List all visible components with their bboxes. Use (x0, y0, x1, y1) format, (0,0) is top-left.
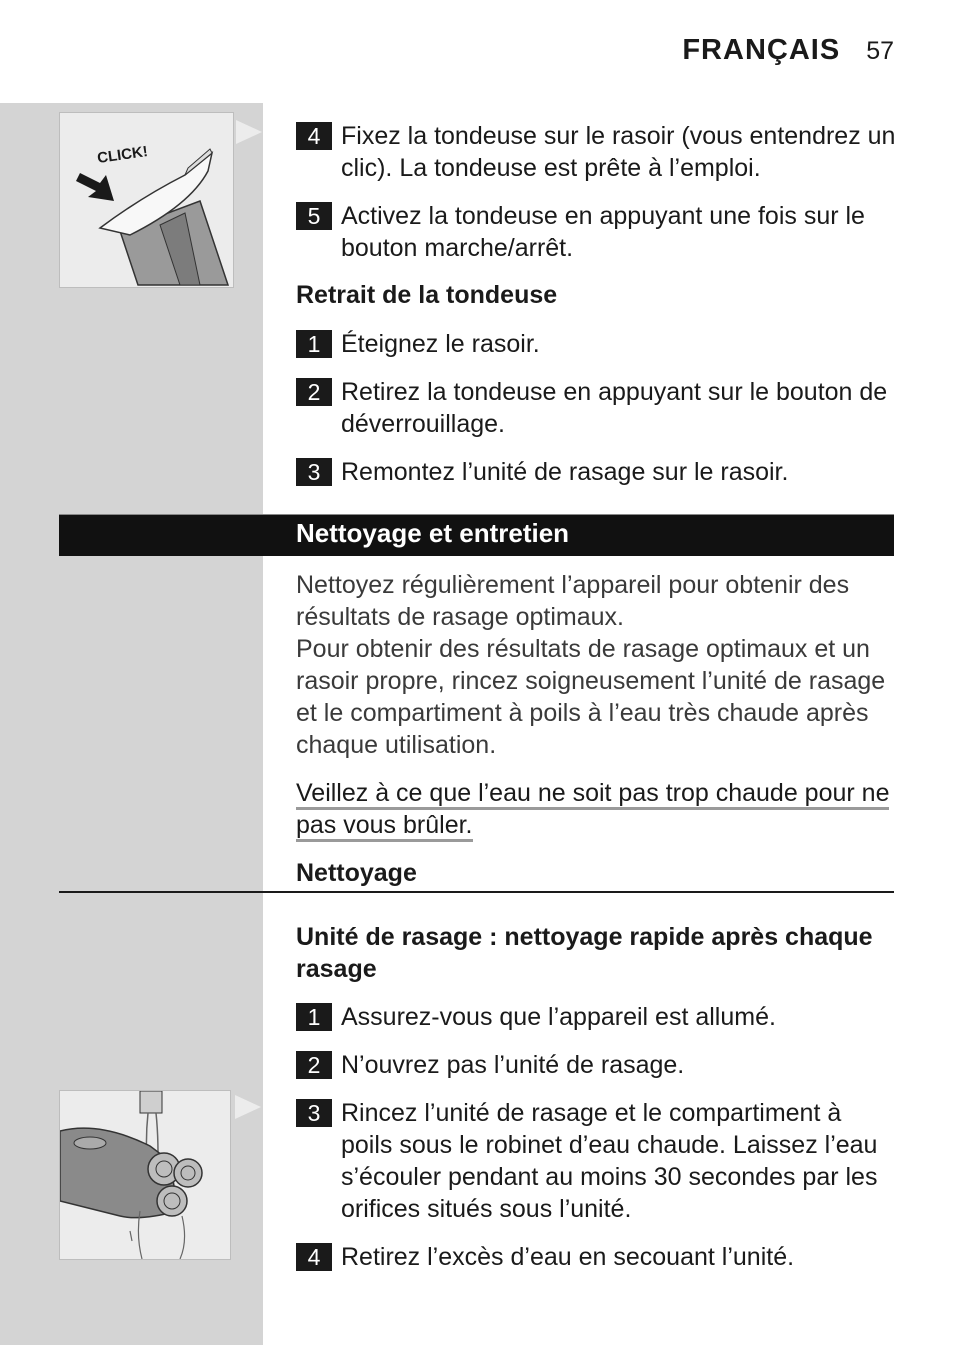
cleaning-subheading: Unité de rasage : nettoyage rapide après chaque rasage (296, 923, 873, 983)
rinsing-illustration (59, 1090, 231, 1260)
step-text: Assurez-vous que l’appareil est allumé. (341, 1003, 776, 1031)
step-number: 2 (296, 1051, 332, 1079)
intro-paragraph: Pour obtenir des résultats de rasage optimaux et un rasoir propre, rincez soigneusement l’unité de rasage et le compartiment à poils à l’eau très chaude après chaque utilisation. (296, 635, 886, 759)
step-number: 4 (296, 1243, 332, 1271)
section-title: Nettoyage et entretien (296, 518, 570, 548)
step-item (296, 328, 896, 360)
intro-paragraph: Nettoyez régulièrement l’appareil pour obtenir des résultats de rasage optimaux. (296, 571, 850, 631)
step-item (296, 456, 896, 488)
step-text: Fixez la tondeuse sur le rasoir (vous entendrez un clic). La tondeuse est prête à l’emploi. (341, 122, 896, 182)
step-item (296, 376, 896, 440)
step-text: Éteignez le rasoir. (341, 330, 540, 358)
step-text: Rincez l’unité de rasage et le compartiment à poils sous le robinet d’eau chaude. Laissez l’eau s’écouler pendant au moins 30 secondes par les orifices situés sous l’unité. (341, 1099, 878, 1223)
section-title-bar (59, 514, 894, 556)
step-number: 2 (296, 378, 332, 406)
figure-pointer (235, 1095, 261, 1119)
shaver-rinse-drawing (60, 1091, 230, 1259)
language-label: FRANÇAIS (682, 34, 841, 66)
step-number: 4 (296, 122, 332, 150)
page-number: 57 (866, 37, 894, 65)
removal-heading: Retrait de la tondeuse (296, 281, 558, 309)
warning-note (296, 777, 896, 841)
step-item (296, 120, 896, 184)
step-number: 1 (296, 330, 332, 358)
arrow-icon (76, 173, 114, 201)
step-number: 3 (296, 1099, 332, 1127)
step-item (296, 1097, 896, 1225)
figure-pointer (236, 120, 262, 144)
step-text: Activez la tondeuse en appuyant une fois sur le bouton marche/arrêt. (341, 202, 865, 262)
step-number: 3 (296, 458, 332, 486)
step-number: 5 (296, 202, 332, 230)
divider (59, 891, 894, 893)
warning-text: Veillez à ce que l’eau ne soit pas trop chaude pour ne pas vous brûler. (296, 779, 889, 842)
step-text: N’ouvrez pas l’unité de rasage. (341, 1051, 685, 1079)
click-callout: CLICK! (96, 143, 149, 167)
step-text: Remontez l’unité de rasage sur le rasoir. (341, 458, 789, 486)
step-item (296, 1049, 896, 1081)
step-text: Retirez la tondeuse en appuyant sur le bouton de déverrouillage. (341, 378, 888, 438)
step-text: Retirez l’excès d’eau en secouant l’unité. (341, 1243, 795, 1271)
step-item (296, 200, 896, 264)
page-header (682, 34, 894, 67)
step-number: 1 (296, 1003, 332, 1031)
step-item (296, 1001, 896, 1033)
cleaning-heading: Nettoyage (296, 859, 417, 887)
trimmer-attach-illustration (59, 112, 234, 288)
shaver-trimmer-drawing (60, 113, 233, 287)
step-item (296, 1241, 896, 1273)
